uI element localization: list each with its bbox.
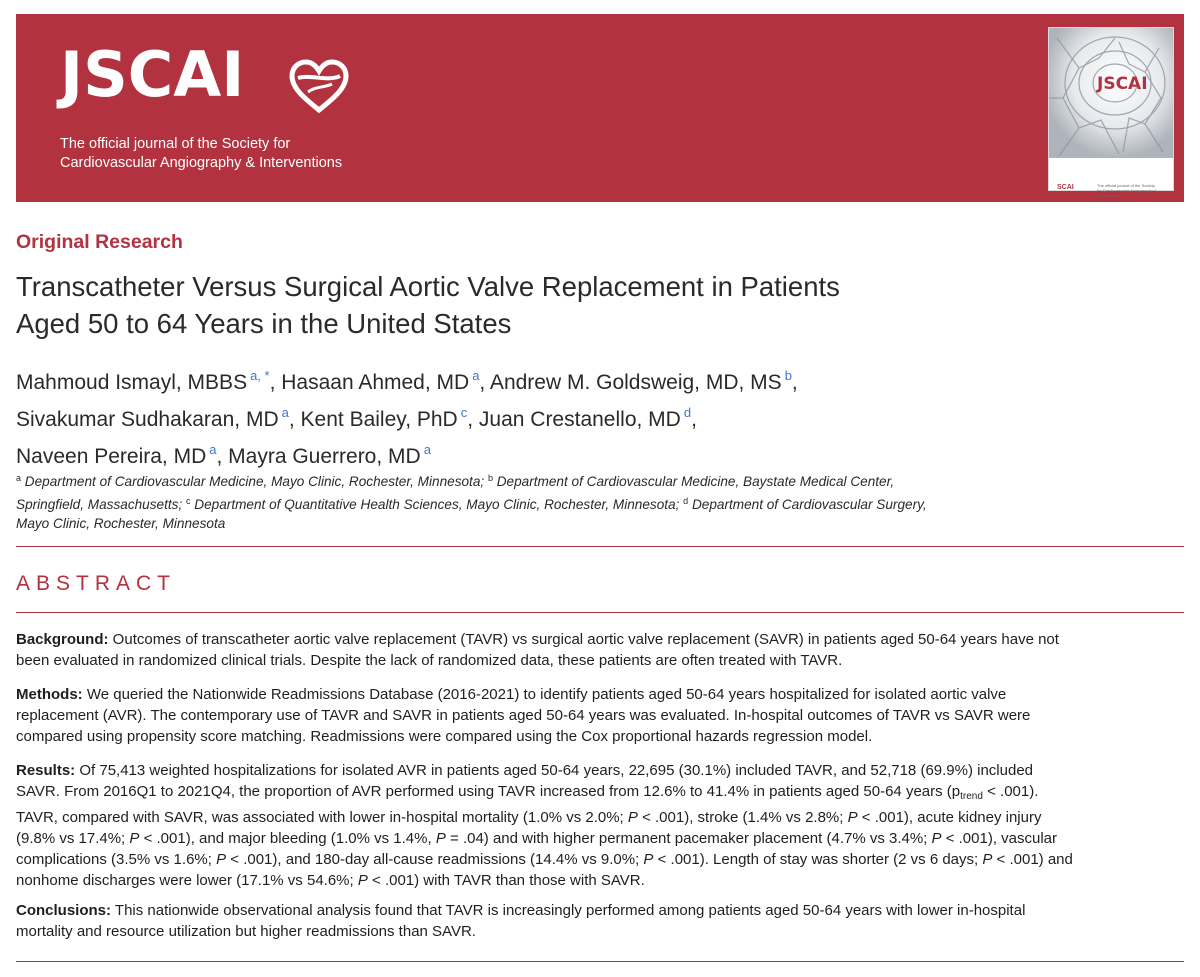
abstract-line <box>16 807 1186 828</box>
author-line-2 <box>16 398 1186 435</box>
abstract-text: < .001), and major bleeding (1.0% vs 1.4%, <box>139 830 436 847</box>
journal-tagline <box>60 135 342 173</box>
divider <box>16 961 1184 962</box>
author-name[interactable]: , Hasaan Ahmed, MD <box>269 371 470 394</box>
abstract-text: This nationwide observational analysis found that TAVR is increasingly performed among patients aged 50-64 years with lower in-hospital <box>111 902 1026 919</box>
separator: , <box>691 408 697 431</box>
affiliation-letter: a <box>16 473 22 483</box>
divider <box>16 546 1184 547</box>
affiliation-marker[interactable]: a, * <box>250 368 270 383</box>
abstract-label: Results: <box>16 762 76 779</box>
journal-banner <box>16 14 1184 202</box>
affiliation-marker[interactable]: a <box>281 405 289 420</box>
journal-logo-text: JSCAI <box>60 38 245 111</box>
abstract-label: Background: <box>16 631 109 648</box>
author-name[interactable]: Naveen Pereira, MD <box>16 445 207 468</box>
article-title <box>16 268 1016 342</box>
abstract-label: Methods: <box>16 686 83 703</box>
author-line-1 <box>16 361 1186 398</box>
abstract-text: < .001). Length of stay was shorter (2 vs 6 days; <box>653 851 983 868</box>
abstract-line <box>16 870 1186 891</box>
abstract-conclusions <box>16 900 1186 942</box>
abstract-line <box>16 629 1186 650</box>
abstract-line <box>16 760 1186 781</box>
p-symbol: P <box>357 872 368 889</box>
p-symbol: P <box>982 851 993 868</box>
abstract-text: nonhome discharges were lower (17.1% vs 54.6%; <box>16 872 358 889</box>
affiliation-text: Department of Quantitative Health Sciences, Mayo Clinic, Rochester, Minnesota; <box>190 496 684 512</box>
title-line-2: Aged 50 to 64 Years in the United States <box>16 308 512 339</box>
affiliation-marker[interactable]: a <box>423 442 431 457</box>
p-symbol: P <box>931 830 942 847</box>
abstract-line <box>16 849 1186 870</box>
abstract-text: < .001) with TAVR than those with SAVR. <box>367 872 645 889</box>
p-symbol: P <box>643 851 654 868</box>
abstract-text: TAVR, compared with SAVR, was associated with lower in-hospital mortality (1.0% vs 2.0%; <box>16 809 628 826</box>
abstract-line <box>16 900 1186 921</box>
author-name[interactable]: Sivakumar Sudhakaran, MD <box>16 408 279 431</box>
affiliation-line-2 <box>16 492 1186 515</box>
abstract-text: SAVR. From 2016Q1 to 2021Q4, the proportion of AVR performed using TAVR increased from 12.6% to 41.4% in patients aged 50-64 years (p <box>16 783 961 800</box>
divider <box>16 612 1184 613</box>
abstract-text: < .001), and 180-day all-cause readmissions (14.4% vs 9.0%; <box>226 851 644 868</box>
affiliation-line-3: Mayo Clinic, Rochester, Minnesota <box>16 516 226 531</box>
affiliation-letter: c <box>186 495 191 506</box>
p-symbol: P <box>435 830 446 847</box>
abstract-text: < .001), acute kidney injury <box>857 809 1042 826</box>
abstract-line: replacement (AVR). The contemporary use of TAVR and SAVR in patients aged 50-64 years was evaluated. In-hospital outcomes of TAVR vs SAVR were <box>16 707 1031 724</box>
affiliation-letter: d <box>683 495 689 506</box>
heart-logo-icon <box>286 58 352 114</box>
abstract-text: (9.8% vs 17.4%; <box>16 830 130 847</box>
cover-society-logo: SCAI <box>1057 184 1074 191</box>
abstract-line: been evaluated in randomized clinical trials. Despite the lack of randomized data, these patients are often treated with TAVR. <box>16 652 843 669</box>
abstract-line <box>16 781 1186 807</box>
abstract-text: Outcomes of transcatheter aortic valve replacement (TAVR) vs surgical aortic valve replacement (SAVR) in patients aged 50-64 years have not <box>108 631 1059 648</box>
abstract-text: < .001) and <box>992 851 1073 868</box>
abstract-line <box>16 828 1186 849</box>
journal-cover-thumbnail <box>1048 27 1174 198</box>
abstract-text: complications (3.5% vs 1.6%; <box>16 851 217 868</box>
author-name[interactable]: , Andrew M. Goldsweig, MD, MS <box>479 371 782 394</box>
abstract-heading: ABSTRACT <box>16 572 177 595</box>
p-symbol: P <box>129 830 140 847</box>
abstract-text: < .001), stroke (1.4% vs 2.8%; <box>637 809 848 826</box>
abstract-text: = .04) and with higher permanent pacemaker placement (4.7% vs 3.4%; <box>445 830 932 847</box>
affiliation-marker[interactable]: d <box>683 405 692 420</box>
abstract-methods <box>16 684 1186 747</box>
abstract-text: < .001). <box>982 783 1039 800</box>
tagline-line-1: The official journal of the Society for <box>60 136 291 152</box>
author-name[interactable]: , Mayra Guerrero, MD <box>216 445 421 468</box>
article-section-label: Original Research <box>16 231 183 253</box>
affiliation-text: Department of Cardiovascular Medicine, Mayo Clinic, Rochester, Minnesota; <box>21 474 488 489</box>
author-name[interactable]: , Juan Crestanello, MD <box>467 408 681 431</box>
p-symbol: P <box>847 809 858 826</box>
subscript: trend <box>960 791 983 802</box>
author-name[interactable]: , Kent Bailey, PhD <box>288 408 458 431</box>
abstract-text: Of 75,413 weighted hospitalizations for isolated AVR in patients aged 50-64 years, 22,695 (30.1%) included TAVR, and 52,718 (69.9%) included <box>75 762 1034 779</box>
affiliation-marker[interactable]: c <box>460 405 468 420</box>
abstract-line: compared using propensity score matching. Readmissions were compared using the Cox proportional hazards regression model. <box>16 728 873 745</box>
abstract-line: mortality and resource utilization but higher readmissions than SAVR. <box>16 923 476 940</box>
affiliation-marker[interactable]: a <box>472 368 480 383</box>
affiliation-text: Springfield, Massachusetts; <box>16 496 187 512</box>
affiliation-marker[interactable]: b <box>784 368 792 383</box>
abstract-label: Conclusions: <box>16 902 112 919</box>
abstract-text: < .001), vascular <box>941 830 1058 847</box>
author-name[interactable]: Mahmoud Ismayl, MBBS <box>16 371 248 394</box>
author-list <box>16 361 1186 472</box>
title-line-1: Transcatheter Versus Surgical Aortic Valve Replacement in Patients <box>16 271 840 302</box>
abstract-text: We queried the Nationwide Readmissions Database (2016-2021) to identify patients aged 50-64 years hospitalized for isolated aortic valve <box>82 686 1007 703</box>
author-line-3 <box>16 435 1186 472</box>
affiliations <box>16 469 1186 534</box>
affiliation-letter: b <box>487 473 493 483</box>
affiliation-text: Department of Cardiovascular Medicine, Baystate Medical Center, <box>492 474 895 489</box>
affiliation-text: Department of Cardiovascular Surgery, <box>688 496 927 512</box>
abstract-background <box>16 629 1186 671</box>
abstract-line <box>16 684 1186 705</box>
cover-journal-name: JSCAI <box>1097 74 1148 94</box>
p-symbol: P <box>627 809 638 826</box>
cover-tagline: The official journal of the Society for Cardiovascular Angiography & Interventions <box>1097 183 1157 198</box>
tagline-line-2: Cardiovascular Angiography & Interventions <box>60 155 343 171</box>
abstract-results <box>16 760 1186 891</box>
separator: , <box>791 371 798 394</box>
p-symbol: P <box>216 851 227 868</box>
affiliation-line-1 <box>16 469 1186 492</box>
affiliation-marker[interactable]: a <box>209 442 217 457</box>
